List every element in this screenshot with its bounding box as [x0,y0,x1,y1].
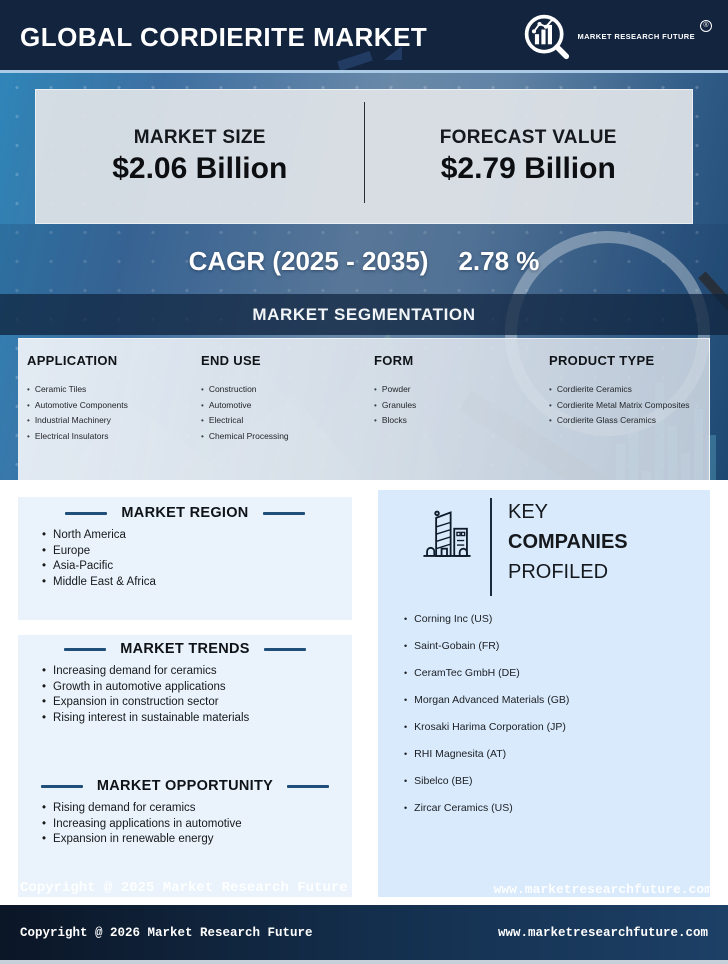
company-item: • RHI Magnesita (AT) [404,741,710,768]
heading-dash [263,512,305,515]
seg-column-product-type [549,339,711,480]
footer-url: www.marketresearchfuture.com [497,925,708,940]
seg-item: • Cordierite Glass Ceramics [549,413,711,429]
list-item: • Middle East & Africa [42,575,352,591]
seg-column-heading: FORM [374,353,414,368]
heading-dash [41,785,83,788]
company-item: • Saint-Gobain (FR) [404,633,710,660]
market-size-label: MARKET SIZE [133,127,266,148]
seg-column-end-use [201,339,371,480]
hero-section [0,70,728,480]
header [0,0,728,70]
market-size-block [36,90,364,223]
brand-logo [522,12,714,60]
seg-item: • Automotive [201,398,371,414]
forecast-value-label: FORECAST VALUE [439,127,617,148]
seg-column-heading: END USE [201,353,261,368]
seg-item: • Automotive Components [27,398,197,414]
market-opportunity-block [18,778,352,848]
seg-item: • Powder [374,382,524,398]
seg-item: • Granules [374,398,524,414]
companies-title-companies: COMPANIES [508,531,628,553]
segmentation-panel [18,338,710,480]
footer-copyright: Copyright @ 2026 Market Research Future [20,925,313,940]
seg-column-application [27,339,197,480]
seg-column-heading: PRODUCT TYPE [549,353,655,368]
market-region-heading: MARKET REGION [121,505,249,521]
seg-item: • Cordierite Metal Matrix Composites [549,398,711,414]
list-item: • North America [42,528,352,544]
list-item: • Increasing demand for ceramics [42,664,352,680]
seg-item: • Cordierite Ceramics [549,382,711,398]
heading-dash [287,785,329,788]
footer [0,905,728,960]
segmentation-title-band [0,294,728,335]
seg-item: • Electrical Insulators [27,429,197,445]
lower-section [0,480,728,905]
list-item: • Increasing applications in automotive [42,817,352,833]
list-item: • Asia-Pacific [42,559,352,575]
seg-item: • Chemical Processing [201,429,371,445]
forecast-value-value: $2.79 Billion [440,152,616,185]
stats-panel [35,89,693,224]
list-item: • Expansion in renewable energy [42,832,352,848]
company-item: • Sibelco (BE) [404,768,710,795]
company-item: • Zircar Ceramics (US) [404,795,710,822]
panel-key-companies [378,490,710,897]
companies-divider [490,498,492,596]
seg-item: • Construction [201,382,371,398]
heading-dash [65,512,107,515]
segmentation-title: MARKET SEGMENTATION [252,304,476,324]
company-item: • CeramTec GmbH (DE) [404,660,710,687]
cagr-row [0,241,728,281]
companies-title-key: KEY [508,501,549,523]
company-item: • Krosaki Harima Corporation (JP) [404,714,710,741]
heading-dash [64,648,106,651]
list-item: • Rising interest in sustainable materials [42,711,352,727]
watermark-copyright: Copyright @ 2025 Market Research Future [20,880,348,896]
companies-title-profiled: PROFILED [508,561,609,583]
cagr-label: CAGR (2025 - 2035) [188,245,429,276]
seg-item: • Electrical [201,413,371,429]
page-title: GLOBAL CORDIERITE MARKET [20,22,428,52]
list-item: • Expansion in construction sector [42,695,352,711]
panel-trends-opportunity [18,635,352,897]
panel-market-region [18,497,352,620]
market-trends-heading: MARKET TRENDS [120,641,250,657]
market-size-value: $2.06 Billion [112,152,288,185]
list-item: • Growth in automotive applications [42,680,352,696]
seg-item: • Industrial Machinery [27,413,197,429]
seg-column-heading: APPLICATION [27,353,118,368]
registered-mark-icon: ® [700,20,712,32]
list-item: • Europe [42,544,352,560]
seg-column-form [374,339,524,480]
company-item: • Morgan Advanced Materials (GB) [404,687,710,714]
market-trends-block [18,641,352,726]
list-item: • Rising demand for ceramics [42,801,352,817]
bottom-strip [0,960,728,964]
cagr-value: 2.78 % [458,245,540,276]
brand-name: MARKET RESEARCH FUTURE [577,31,695,41]
mrf-logo-icon [522,12,570,60]
company-item: • Corning Inc (US) [404,606,710,633]
market-opportunity-heading: MARKET OPPORTUNITY [96,778,274,794]
seg-item: • Ceramic Tiles [27,382,197,398]
building-icon [418,505,476,567]
watermark-url: www.marketresearchfuture.com [493,882,712,897]
seg-item: • Blocks [374,413,524,429]
forecast-value-block [365,90,693,223]
heading-dash [264,648,306,651]
